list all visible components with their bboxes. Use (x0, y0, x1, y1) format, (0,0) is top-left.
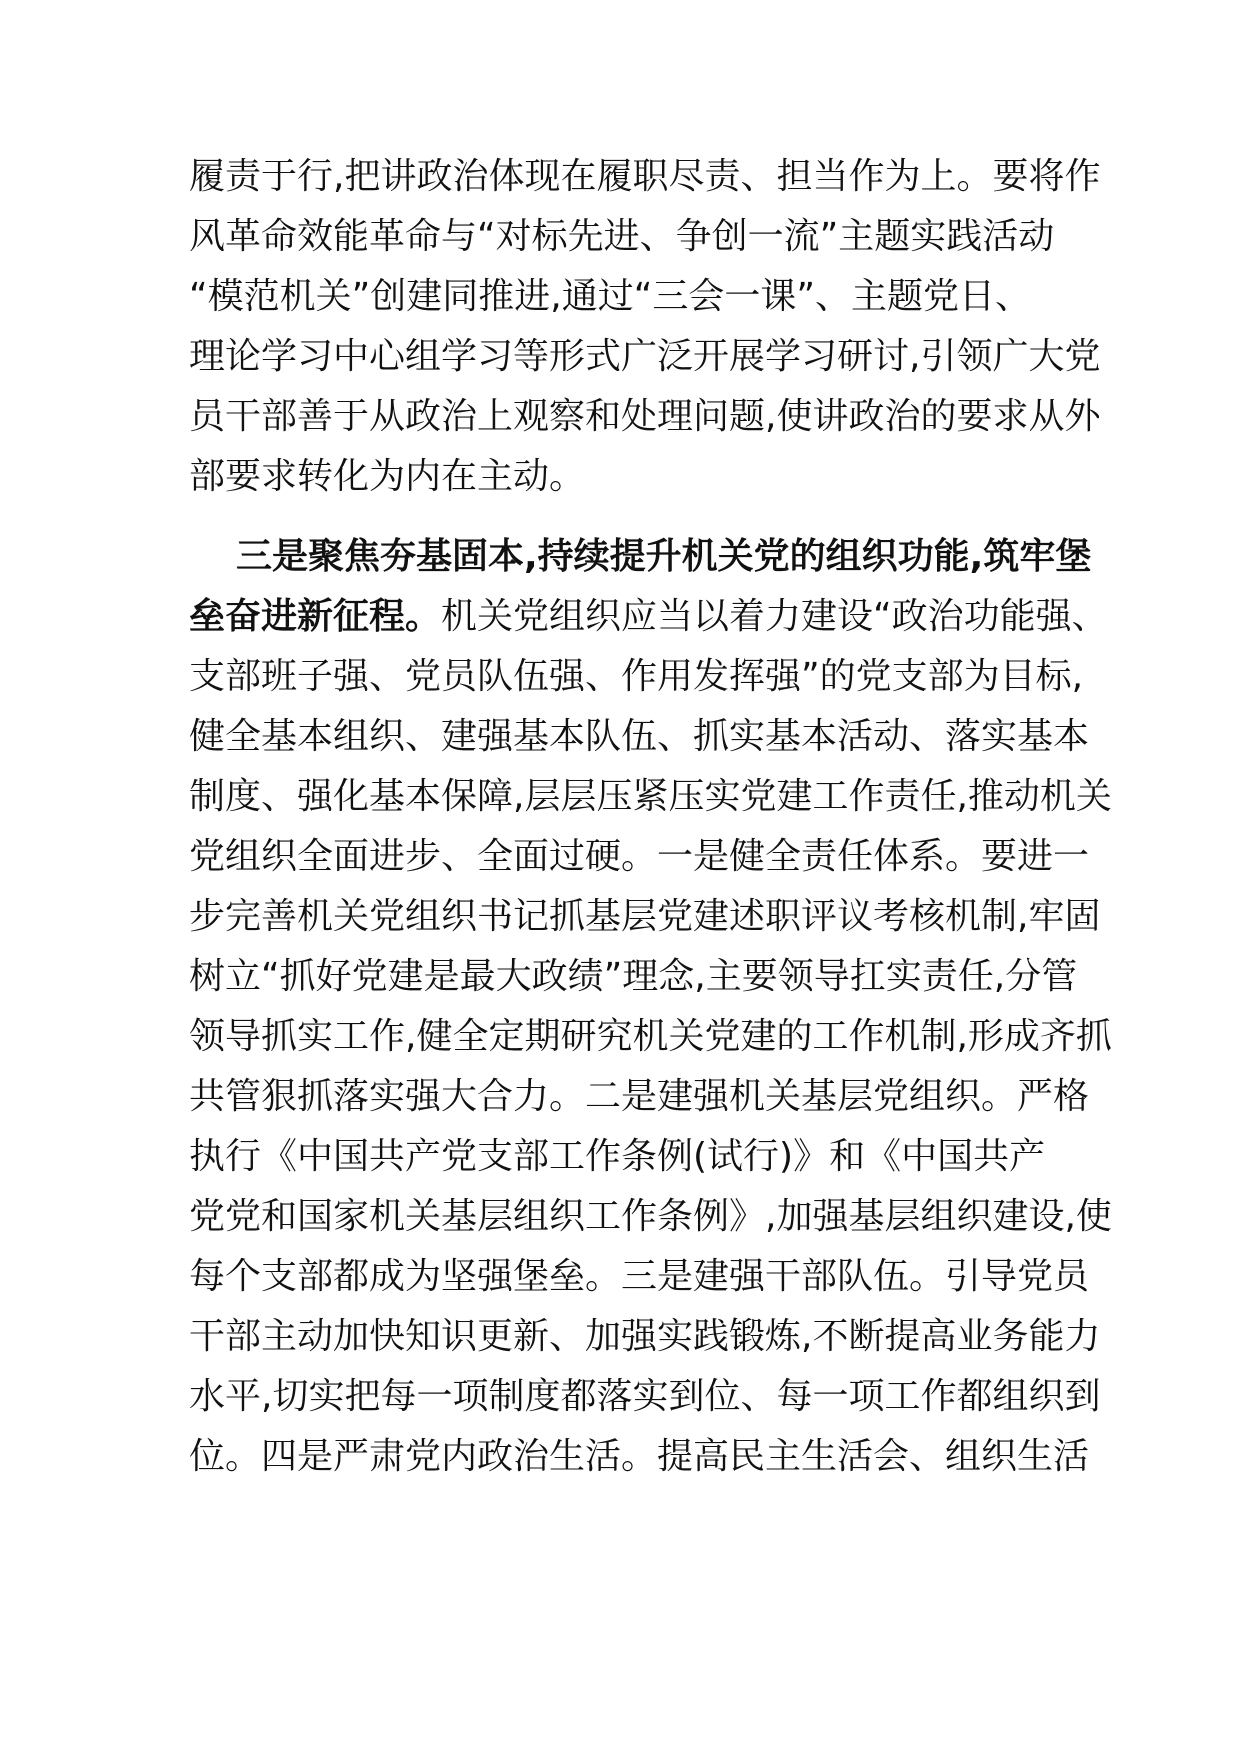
text-line-18: 党党和国家机关基层组织工作条例》,加强基层组织建设,使 (189, 1196, 1112, 1237)
section-heading-line-2: 垒奋进新征程。 (189, 596, 442, 637)
text-line-6: 部要求转化为内在主动。 (189, 456, 586, 497)
text-line-21: 水平,切实把每一项制度都落实到位、每一项工作都组织到 (189, 1376, 1101, 1417)
text-line-3: “模范机关”创建同推进,通过“三会一课”、主题党日、 (189, 276, 1032, 317)
section-heading-mixed-line (189, 585, 1108, 649)
text-line-20: 干部主动加快知识更新、加强实践锻炼,不断提高业务能力 (189, 1316, 1101, 1357)
text-line-4: 理论学习中心组学习等形式广泛开展学习研讨,引领广大党 (189, 336, 1101, 377)
text-line-17: 执行《中国共产党支部工作条例(试行)》和《中国共产 (189, 1136, 1046, 1177)
text-line-5: 员干部善于从政治上观察和处理问题,使讲政治的要求从外 (189, 396, 1101, 437)
text-line-2: 风革命效能革命与“对标先进、争创一流”主题实践活动 (189, 216, 1055, 257)
text-line-12: 党组织全面进步、全面过硬。一是健全责任体系。要进一 (189, 836, 1090, 877)
text-line-1: 履责于行,把讲政治体现在履职尽责、担当作为上。要将作 (189, 156, 1101, 197)
text-line-13: 步完善机关党组织书记抓基层党建述职评议考核机制,牢固 (189, 896, 1101, 937)
text-line-15: 领导抓实工作,健全定期研究机关党建的工作机制,形成齐抓 (189, 1016, 1112, 1057)
text-line-11: 制度、强化基本保障,层层压紧压实党建工作责任,推动机关 (189, 776, 1112, 817)
text-line-9: 支部班子强、党员队伍强、作用发挥强”的党支部为目标, (189, 656, 1084, 697)
section-heading-line-1: 三是聚焦夯基固本,持续提升机关党的组织功能,筑牢堡 (236, 536, 1092, 577)
text-line-8: 机关党组织应当以着力建设“政治功能强、 (441, 596, 1108, 637)
text-line-22: 位。四是严肃党内政治生活。提高民主生活会、组织生活 (189, 1436, 1090, 1477)
text-line-14: 树立“抓好党建是最大政绩”理念,主要领导扛实责任,分管 (189, 956, 1078, 997)
text-line-19: 每个支部都成为坚强堡垒。三是建强干部队伍。引导党员 (189, 1256, 1090, 1297)
text-line-16: 共管狠抓落实强大合力。二是建强机关基层党组织。严格 (189, 1076, 1090, 1117)
text-line-10: 健全基本组织、建强基本队伍、抓实基本活动、落实基本 (189, 716, 1090, 757)
